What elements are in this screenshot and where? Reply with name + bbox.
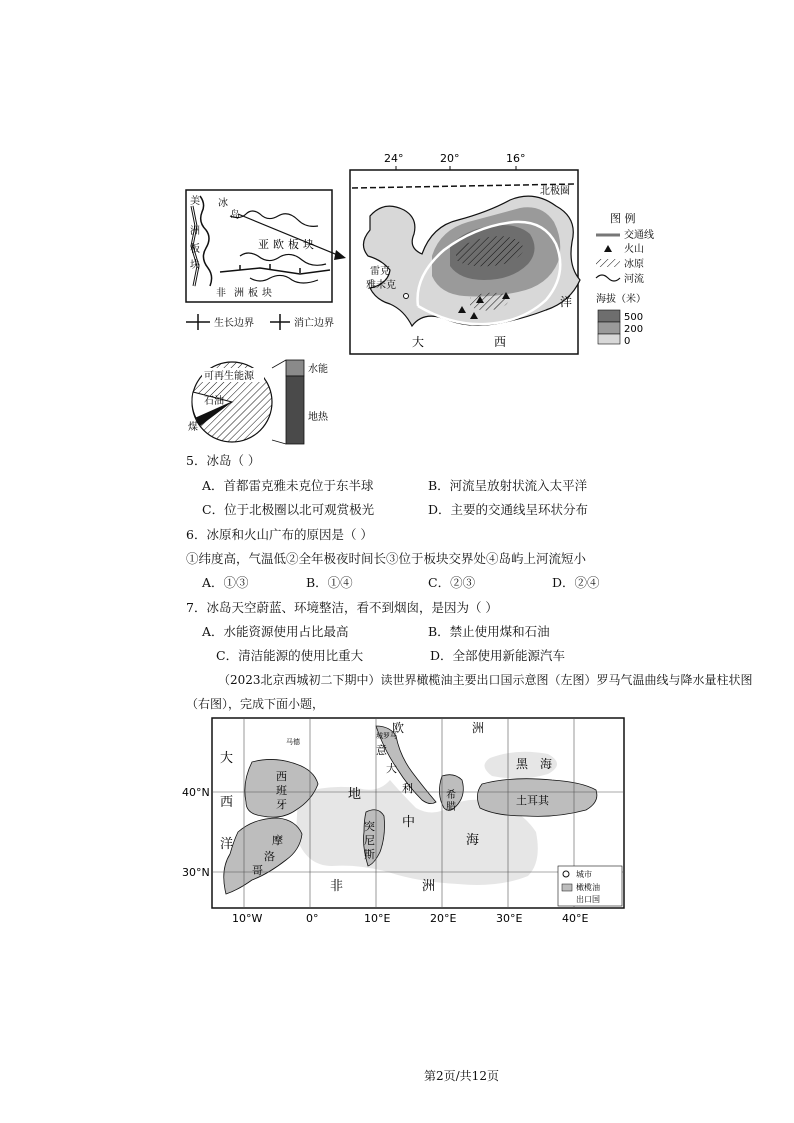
- europe-ou: 欧: [392, 721, 405, 735]
- growth-boundary-icon: [186, 314, 210, 330]
- italy-label-1: 意: [376, 744, 387, 757]
- growth-boundary-label: 生长边界: [214, 318, 254, 329]
- q6-option-b[interactable]: B．①④: [306, 575, 353, 590]
- energy-structure-pie: [186, 356, 338, 448]
- page-number: 第2页/共12页: [424, 1069, 499, 1083]
- legend-river-label: 河流: [624, 274, 644, 285]
- coal-label: 煤: [188, 422, 198, 433]
- africa-plate-label: 洲板块: [234, 288, 276, 299]
- capital-label-1: 雷克: [370, 266, 390, 277]
- africa-fei: 非: [330, 879, 344, 894]
- greece-label-2: 腊: [446, 802, 456, 813]
- intro-line-1: （2023北京西城初二下期中）读世界橄榄油主要出口国示意图（左图）罗马气温曲线与降水量柱状图: [218, 673, 753, 687]
- lon-label-0: 0°: [306, 912, 319, 925]
- subduction-boundary-label: 消亡边界: [294, 318, 334, 329]
- mediterranean-olive-oil-map: [180, 714, 630, 932]
- elev-200-swatch: [598, 322, 620, 334]
- q7-option-d[interactable]: D．全部使用新能源汽车: [430, 648, 566, 663]
- q7-option-a[interactable]: A．水能资源使用占比最高: [202, 624, 349, 639]
- med-sea-zhong: 中: [402, 815, 416, 830]
- iceland-map: [346, 146, 686, 358]
- morocco-label-2: 洛: [264, 850, 275, 863]
- q7-stem: 7．冰岛天空蔚蓝、环境整洁，看不到烟囱，是因为（ ）: [186, 600, 498, 615]
- africa-label-fei: 非: [216, 288, 226, 299]
- africa-zhou: 洲: [422, 879, 436, 894]
- atlantic-da: 大: [220, 751, 234, 766]
- river-legend-icon: [596, 275, 620, 281]
- q6-statements: ①纬度高，气温低②全年极夜时间长③位于板块交界处④岛屿上河流短小: [186, 551, 587, 566]
- madrid-label: 马德: [286, 738, 300, 746]
- legend-title: 图 例: [610, 212, 636, 225]
- oil-label: 石油: [204, 396, 224, 407]
- lat-label-30n: 30°N: [182, 866, 210, 879]
- europe-zhou: 洲: [472, 721, 485, 735]
- morocco-label-3: 哥: [252, 864, 263, 877]
- capital-dot: [404, 294, 409, 299]
- lat-label-40n: 40°N: [182, 786, 210, 799]
- export-legend-icon: [562, 884, 572, 891]
- med-sea-hai: 海: [466, 833, 480, 848]
- lon-label-24: 24°: [384, 152, 404, 165]
- lon-label-20e: 20°E: [430, 912, 457, 925]
- legend-road-label: 交通线: [624, 230, 654, 241]
- hydro-bar: [286, 360, 304, 376]
- ocean-label-xi: 西: [494, 335, 507, 349]
- lon-label-40e: 40°E: [562, 912, 589, 925]
- volcano-legend-icon: [604, 245, 612, 252]
- renewable-label: 可再生能源: [204, 371, 254, 382]
- lon-label-10e: 10°E: [364, 912, 391, 925]
- morocco-label-1: 摩: [272, 834, 283, 847]
- turkey-label: 土耳其: [516, 794, 549, 807]
- plate-label-zhou: 洲: [190, 226, 200, 237]
- q5-option-c[interactable]: C．位于北极圈以北可观赏极光: [202, 502, 375, 517]
- q5-option-a[interactable]: A．首都雷克雅未克位于东半球: [202, 478, 374, 493]
- q7-option-b[interactable]: B．禁止使用煤和石油: [428, 624, 550, 639]
- tunisia-label-2: 尼: [364, 834, 375, 847]
- plate-label-ban: 板: [190, 244, 200, 255]
- plate-label-mei: 美: [190, 196, 200, 207]
- city-legend-label: 城市: [576, 870, 592, 879]
- lon-label-30e: 30°E: [496, 912, 523, 925]
- export-legend-label-2: 出口国: [576, 895, 600, 904]
- spain-label-1: 西: [276, 770, 287, 783]
- q6-option-d[interactable]: D．②④: [552, 575, 600, 590]
- iceland-label-dao: 岛: [230, 210, 240, 221]
- q6-stem: 6．冰原和火山广布的原因是（ ）: [186, 527, 373, 542]
- iceland-label-bing: 冰: [218, 198, 228, 209]
- rome-label: 城罗马: [376, 732, 397, 740]
- city-legend-icon: [563, 871, 569, 877]
- plate-label-kuai: 块: [190, 260, 200, 271]
- spain-label-2: 班: [276, 784, 287, 797]
- lon-label-16: 16°: [506, 152, 526, 165]
- atlantic-yang: 洋: [220, 837, 234, 852]
- elev-500-swatch: [598, 310, 620, 322]
- black-sea-hai: 海: [540, 757, 553, 771]
- med-sea-di: 地: [348, 787, 362, 802]
- q5-stem: 5．冰岛（ ）: [186, 453, 261, 468]
- italy-label-2: 大: [386, 762, 397, 775]
- q5-option-b[interactable]: B．河流呈放射状流入太平洋: [428, 478, 588, 493]
- glacier-legend-icon: [596, 259, 620, 267]
- plate-boundary-map: [180, 186, 346, 346]
- intro-line-2: （右图），完成下面小题，: [186, 697, 325, 711]
- q6-option-a[interactable]: A．①③: [202, 575, 249, 590]
- export-legend-label-1: 橄榄油: [576, 883, 600, 892]
- ocean-label-da: 大: [412, 335, 425, 349]
- greece-label-1: 希: [446, 790, 456, 801]
- ocean-label-yang: 洋: [560, 295, 573, 309]
- hydro-label: 水能: [308, 364, 328, 375]
- geothermal-bar: [286, 376, 304, 444]
- spain-label-3: 牙: [276, 798, 287, 811]
- capital-label-2: 雅未克: [366, 280, 396, 291]
- eurasia-plate-label: 亚欧板块: [258, 238, 318, 251]
- q7-option-c[interactable]: C．清洁能源的使用比重大: [216, 648, 364, 663]
- legend-volcano-label: 火山: [624, 244, 644, 255]
- lon-label-10w: 10°W: [232, 912, 263, 925]
- italy-label-3: 利: [402, 782, 413, 795]
- elev-200-label: 200: [624, 324, 644, 335]
- legend-glacier-label: 冰原: [624, 259, 644, 270]
- elev-0-swatch: [598, 334, 620, 344]
- lon-label-20: 20°: [440, 152, 460, 165]
- atlantic-xi: 西: [220, 795, 234, 810]
- q6-option-c[interactable]: C．②③: [428, 575, 476, 590]
- arctic-circle-label: 北极圈: [540, 186, 570, 197]
- elevation-title: 海拔（米）: [596, 294, 646, 305]
- subduction-boundary-icon: [270, 314, 290, 330]
- q5-option-d[interactable]: D．主要的交通线呈环状分布: [428, 502, 589, 517]
- geothermal-label: 地热: [308, 412, 328, 423]
- tunisia-label-3: 斯: [364, 848, 375, 861]
- elev-500-label: 500: [624, 312, 644, 323]
- black-sea-hei: 黑: [516, 757, 529, 771]
- tunisia-label-1: 突: [364, 820, 375, 833]
- elev-0-label: 0: [624, 336, 631, 347]
